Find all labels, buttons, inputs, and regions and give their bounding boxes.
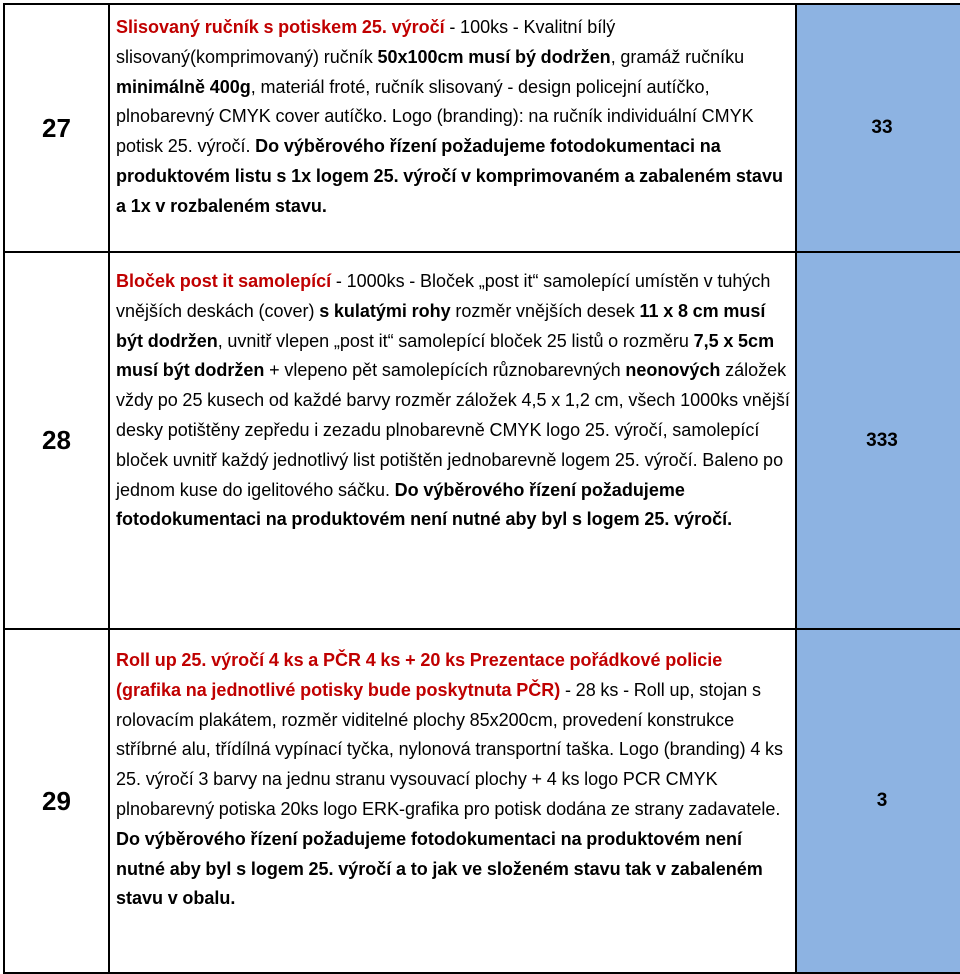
description-emphasis: s kulatými rohy [319,300,451,321]
description-text: , gramáž ručníku [610,46,745,67]
description-text: - 28 ks - Roll up, stojan s rolovacím plakátem, rozměr viditelné plochy 85x200cm, provedení konstrukce stříbrné alu, třídílná vypínací tyčka, nylonová transportní taška. Logo (branding) 4 ks 25. výročí 3 barvy na jednu stranu vysouvací plochy + 4 ks logo PCR CMYK plnobarevný potiska 20ks logo ERK-grafika pro potisk dodána ze strany zadavatele. [116,679,784,819]
item-quantity: 3 [796,629,960,973]
description-text: + vlepeno pět samolepících různobarevných [264,360,626,381]
description-requirement: Do výběrového řízení požadujeme fotodokumentaci na produktovém není nutné aby byl s logem 25. výročí. [116,479,733,530]
item-title: Slisovaný ručník s potiskem 25. výročí [116,17,445,37]
description-text: - 100ks - Kvalitní bílý slisovaný(komprimovaný) ručník [116,17,616,67]
item-number: 28 [4,252,109,629]
item-quantity: 333 [796,252,960,629]
description-requirement: Do výběrového řízení požadujeme fotodokumentaci na produktovém listu s 1x logem 25. výročí v komprimovaném a zabaleném stavu a 1x v rozbaleném stavu. [116,136,783,216]
item-number: 29 [4,629,109,973]
item-title: Bloček post it samolepící [116,271,332,291]
description-emphasis: neonových [625,360,721,381]
item-description [109,629,796,973]
description-text: , materiál froté, ručník slisovaný - design policejní autíčko, plnobarevný CMYK cover autíčko. Logo (branding): na ručník individuální CMYK potisk 25. výročí. [116,76,754,157]
description-text: - 1000ks - Bloček „post it“ samolepící umístěn v tuhých vnějších deskách (cover) [116,271,771,321]
table-row [4,4,960,252]
description-emphasis: 50x100cm musí bý dodržen [377,46,611,67]
item-quantity: 33 [796,4,960,252]
description-text: záložek vždy po 25 kusech od každé barvy rozměr záložek 4,5 x 1,2 cm, všech 1000ks vnější desky potištěny zepředu i zezadu plnobarevně CMYK logo 25. výročí, samolepící bloček uvnitř každý jednotlivý list potištěn jednobarevně logem 25. výročí. Baleno po jednom kuse do igelitového sáčku. [116,360,790,500]
description-emphasis: 7,5 x 5cm musí být dodržen [116,330,775,381]
item-title: Roll up 25. výročí 4 ks a PČR 4 ks + 20 ks Prezentace pořádkové policie (grafika na jednotlivé potisky bude poskytnuta PČR) [116,650,723,700]
item-number: 27 [4,4,109,252]
item-description [109,252,796,629]
description-requirement: Do výběrového řízení požadujeme fotodokumentaci na produktovém není nutné aby byl s logem 25. výročí a to jak ve složeném stavu tak v zabaleném stavu v obalu. [116,828,763,909]
description-emphasis: minimálně 400g [116,76,251,97]
description-text: rozměr vnějších desek [450,300,640,321]
items-table [3,3,960,974]
description-text: , uvnitř vlepen „post it“ samolepící bloček 25 listů o rozměru [217,330,694,351]
table-row [4,252,960,629]
table-row [4,629,960,973]
item-description [109,4,796,252]
description-emphasis: 11 x 8 cm musí být dodržen [116,300,766,351]
